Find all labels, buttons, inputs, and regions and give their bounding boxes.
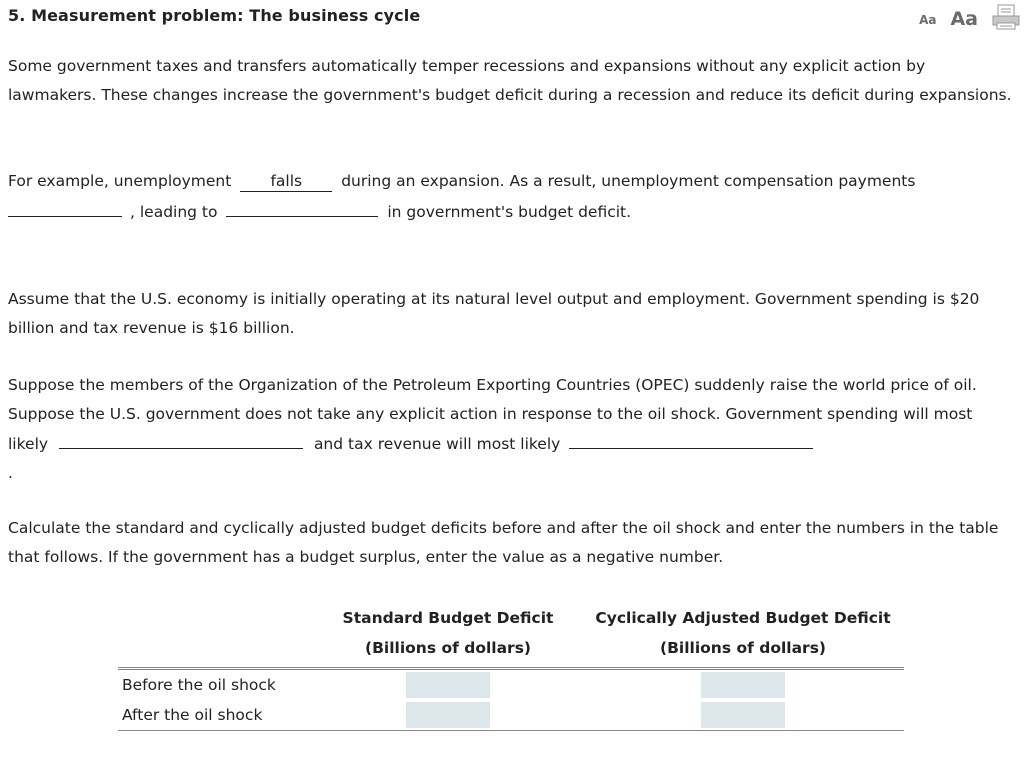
intro-paragraph: Some government taxes and transfers automatically temper recessions and expansions without any explicit action by lawmakers. These changes increase the government's budget deficit during a recession and reduce its deficit during expansions.	[8, 57, 1012, 104]
standard-deficit-header	[314, 603, 582, 669]
example-text-3: , leading to	[130, 202, 218, 221]
standard-deficit-header-line1: Standard Budget Deficit	[342, 609, 554, 627]
opec-paragraph	[8, 371, 1016, 487]
standard-cell-before	[314, 669, 582, 701]
row-label-before: Before the oil shock	[122, 676, 276, 694]
opec-text-1: Suppose the members of the Organization of the Petroleum Exporting Countries (OPEC) suddenly raise the world price of oil. Suppose the U.S. government does not take any explicit action in response to the oil shock. Government spending will most likely	[8, 376, 977, 453]
table-row-before	[118, 669, 904, 701]
font-size-controls	[919, 4, 1020, 30]
cyclical-cell-before	[582, 669, 904, 701]
deficit-change-dropdown[interactable]	[226, 196, 378, 217]
government-spending-dropdown[interactable]	[59, 428, 303, 449]
cyclical-deficit-header	[582, 603, 904, 669]
opec-text-2: and tax revenue will most likely	[313, 435, 561, 453]
cyclical-cell-after	[582, 700, 904, 731]
increase-font-button[interactable]: Aa	[950, 8, 978, 30]
calculate-paragraph: Calculate the standard and cyclically adjusted budget deficits before and after the oil shock and enter the numbers in the table that follows. If the government has a budget surplus, enter the value as a negative number.	[8, 519, 999, 566]
question-title: 5. Measurement problem: The business cycle	[8, 6, 421, 25]
cyclical-deficit-header-line2: (Billions of dollars)	[659, 639, 827, 657]
standard-deficit-before-input[interactable]	[406, 672, 490, 698]
print-icon[interactable]	[992, 4, 1020, 30]
example-paragraph	[8, 167, 1016, 226]
opec-end-punctuation: .	[8, 463, 13, 482]
table-row-after	[118, 700, 904, 731]
budget-deficit-table	[118, 603, 904, 731]
cyclical-deficit-before-input[interactable]	[701, 672, 785, 698]
compensation-payments-dropdown[interactable]	[8, 196, 122, 217]
standard-deficit-after-input[interactable]	[406, 702, 490, 728]
decrease-font-button[interactable]: Aa	[919, 13, 937, 27]
example-text-2: during an expansion. As a result, unemployment compensation payments	[341, 172, 916, 190]
example-text-1: For example, unemployment	[8, 172, 232, 190]
tax-revenue-dropdown[interactable]	[569, 428, 813, 449]
standard-cell-after	[314, 700, 582, 731]
row-label-after: After the oil shock	[118, 700, 314, 731]
example-text-4: in government's budget deficit.	[387, 202, 632, 221]
unemployment-direction-dropdown[interactable]: falls	[240, 171, 332, 192]
assumption-paragraph: Assume that the U.S. economy is initially operating at its natural level output and employment. Government spending is $20 billion and tax revenue is $16 billion.	[8, 290, 980, 337]
standard-deficit-header-line2: (Billions of dollars)	[364, 639, 532, 657]
row-label-header	[118, 603, 314, 669]
cyclical-deficit-header-line1: Cyclically Adjusted Budget Deficit	[595, 609, 891, 627]
cyclical-deficit-after-input[interactable]	[701, 702, 785, 728]
